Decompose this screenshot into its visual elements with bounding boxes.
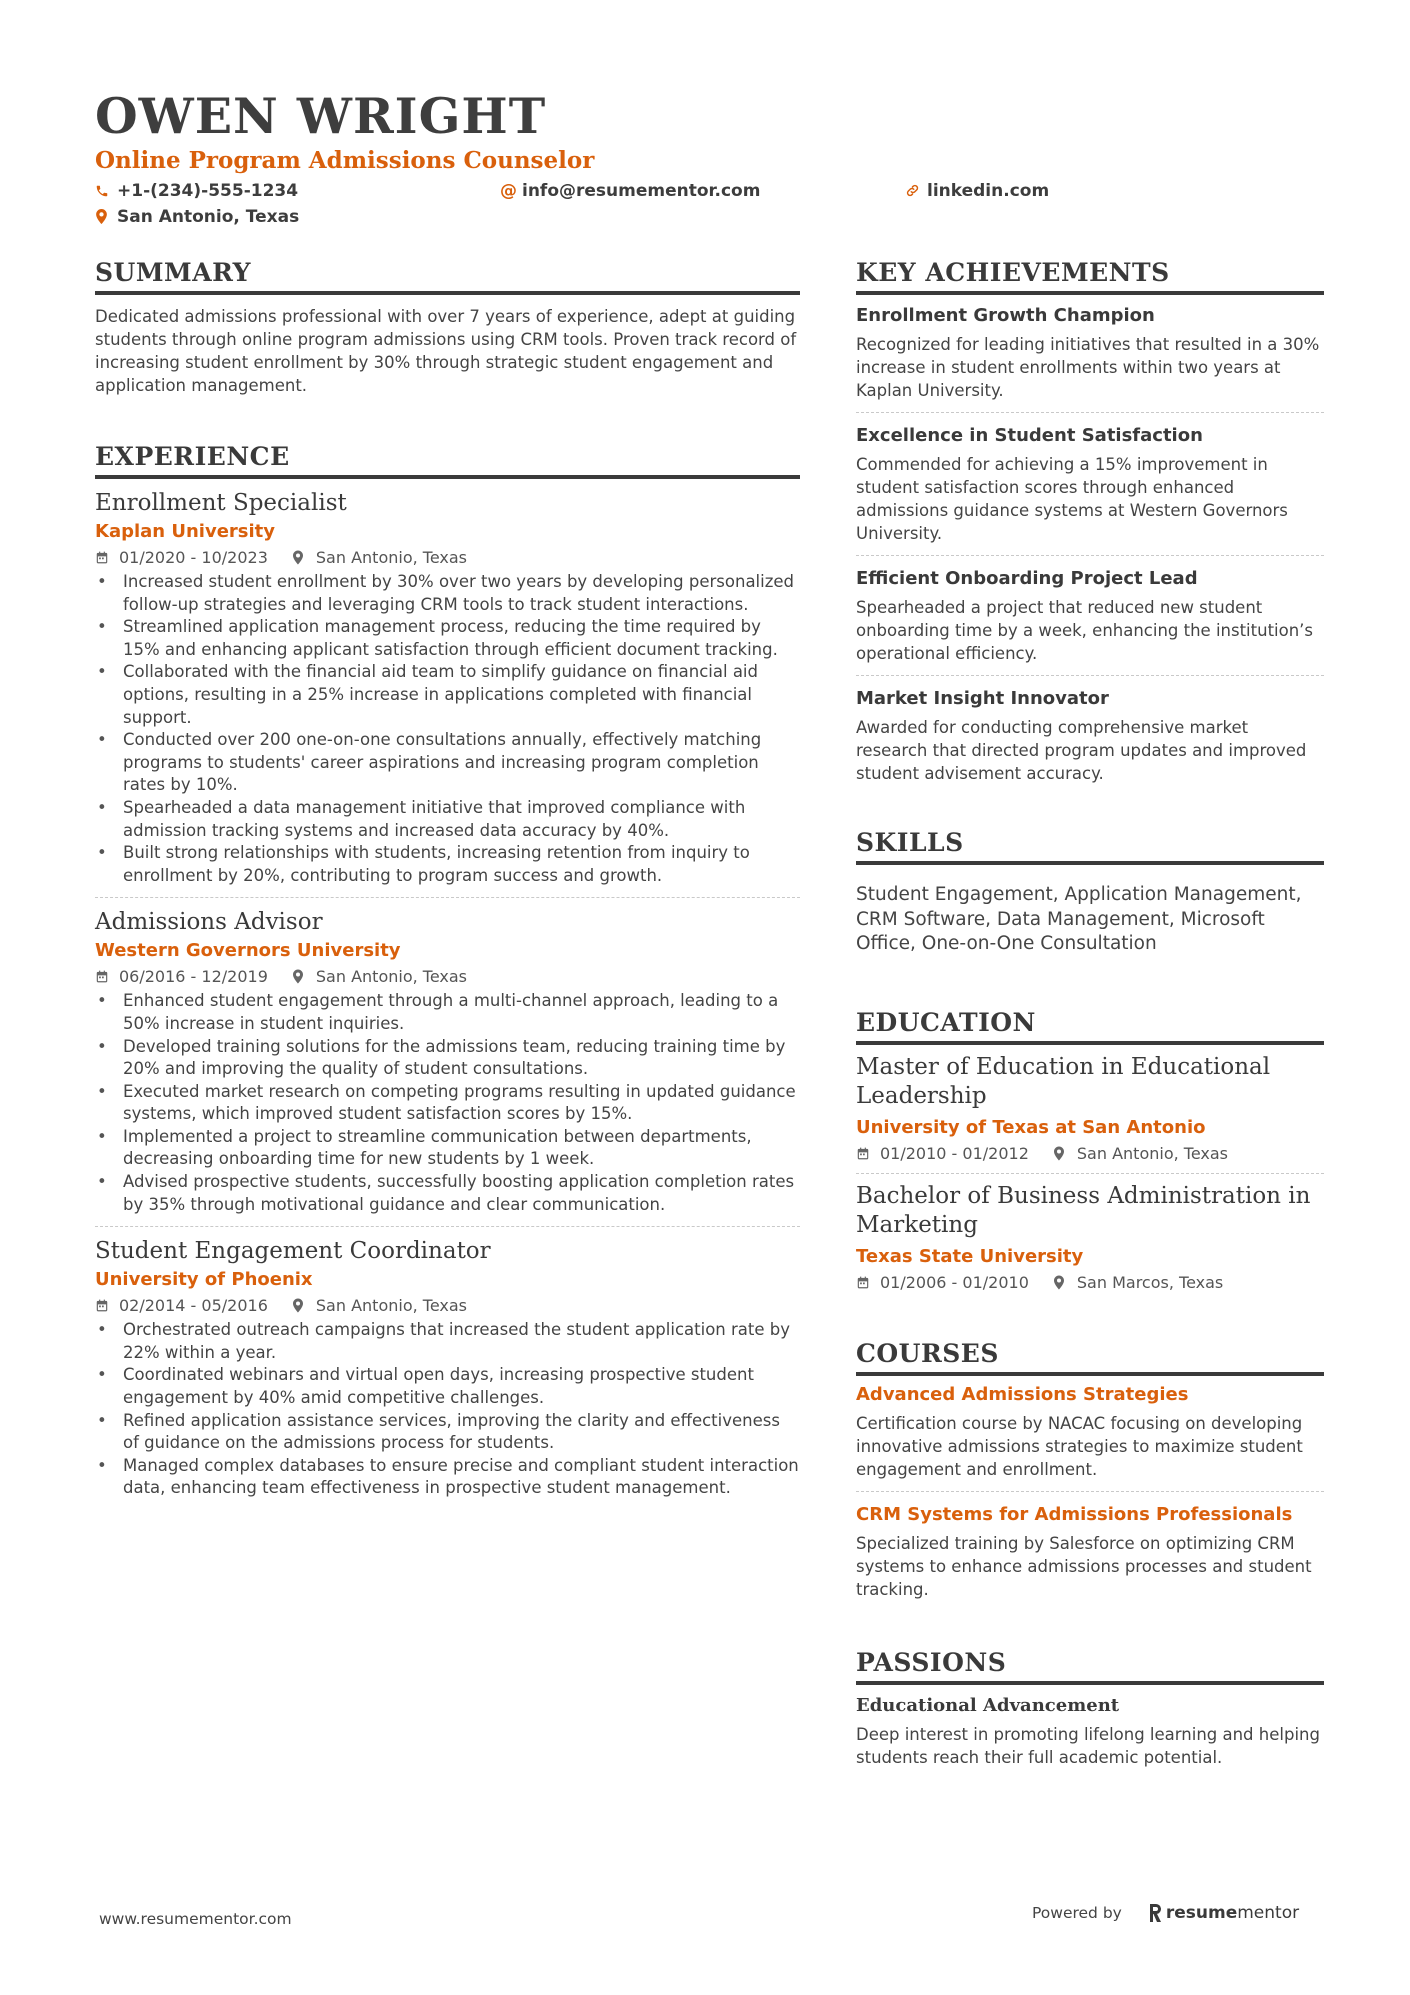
education-section xyxy=(856,1005,1324,1296)
location-pin-icon xyxy=(292,545,316,571)
summary-section xyxy=(95,255,800,397)
job-entry xyxy=(95,1235,800,1500)
job-meta xyxy=(95,545,800,571)
at-icon: @ xyxy=(500,181,517,201)
job-bullets xyxy=(95,990,800,1216)
job-bullets xyxy=(95,571,800,887)
education-item xyxy=(856,1182,1324,1296)
job-entry xyxy=(95,906,800,1216)
linkedin-text[interactable]: linkedin.com xyxy=(927,181,1050,201)
job-dates: 01/2020 - 10/2023 xyxy=(119,548,268,567)
bullet-item: • Collaborated with the financial aid team to simplify guidance on financial aid options, resulting in a 25% increase in applications completed with financial support. xyxy=(95,661,800,729)
resume-header xyxy=(95,86,1325,230)
school-name: Texas State University xyxy=(856,1245,1084,1267)
bullet-item: • Built strong relationships with students, increasing retention from inquiry to enrollment by 20%, contributing to program success and growth. xyxy=(95,842,800,887)
job-company: Kaplan University xyxy=(95,521,276,542)
degree-title: Bachelor of Business Administration in Marketing xyxy=(856,1182,1311,1238)
email-text[interactable]: info@resumementor.com xyxy=(522,181,761,201)
course-title: CRM Systems for Admissions Professionals xyxy=(856,1503,1293,1525)
bullet-item: • Refined application assistance services, improving the clarity and effectiveness of guidance on the admissions process for students. xyxy=(95,1410,800,1455)
summary-text: Dedicated admissions professional with over 7 years of experience, adept at guiding students through online program admissions using CRM tools. Proven track record of increasing student enrollment by 30% through strategic student engagement and application management. xyxy=(95,307,797,395)
skills-heading: SKILLS xyxy=(856,825,1324,865)
education-location: San Marcos, Texas xyxy=(1076,1272,1224,1292)
passions-section xyxy=(856,1645,1324,1769)
education-meta xyxy=(856,1141,1324,1167)
calendar-icon xyxy=(95,1293,119,1319)
achievements-heading: KEY ACHIEVEMENTS xyxy=(856,255,1324,295)
achievement-title: Enrollment Growth Champion xyxy=(856,305,1155,326)
bullet-item: • Executed market research on competing programs resulting in updated guidance systems, which improved student satisfaction scores by 15%. xyxy=(95,1081,800,1126)
candidate-name: OWEN WRIGHT xyxy=(95,87,547,145)
passions-heading: PASSIONS xyxy=(856,1645,1324,1685)
phone-text[interactable]: +1-(234)-555-1234 xyxy=(117,181,299,201)
job-dates: 06/2016 - 12/2019 xyxy=(119,967,268,987)
location-pin-icon xyxy=(1053,1141,1077,1167)
passion-text: Deep interest in promoting lifelong learning and helping students reach their full academic potential. xyxy=(856,1724,1320,1767)
education-item xyxy=(856,1053,1324,1167)
divider xyxy=(856,1173,1324,1174)
location-pin-icon xyxy=(292,1293,316,1319)
job-meta xyxy=(95,1293,800,1319)
divider xyxy=(856,1491,1324,1492)
bullet-item: • Coordinated webinars and virtual open days, increasing prospective student engagement by 40% amid competitive challenges. xyxy=(95,1364,800,1409)
divider xyxy=(856,675,1324,676)
skills-section xyxy=(856,825,1324,957)
course-item xyxy=(856,1382,1324,1481)
resumementor-logo-icon xyxy=(1148,1904,1162,1927)
achievement-title: Efficient Onboarding Project Lead xyxy=(856,568,1198,589)
passion-item xyxy=(856,1693,1324,1769)
contact-phone xyxy=(95,178,298,204)
course-text: Specialized training by Salesforce on optimizing CRM systems to enhance admissions processes and student tracking. xyxy=(856,1533,1312,1599)
education-dates: 01/2010 - 01/2012 xyxy=(880,1143,1029,1163)
divider xyxy=(95,1226,800,1227)
bullet-item: • Spearheaded a data management initiative that improved compliance with admission tracking systems and increased data accuracy by 40%. xyxy=(95,797,800,842)
footer-powered-by xyxy=(1032,1903,1299,1927)
bullet-item: • Orchestrated outreach campaigns that increased the student application rate by 22% within a year. xyxy=(95,1319,800,1364)
link-icon xyxy=(905,178,927,204)
job-title: Admissions Advisor xyxy=(95,909,323,936)
phone-icon xyxy=(95,178,117,204)
achievement-text: Awarded for conducting comprehensive market research that directed program updates and improved student advisement accuracy. xyxy=(856,718,1307,783)
bullet-item: • Increased student enrollment by 30% over two years by developing personalized follow-up strategies and leveraging CRM tools to track student interactions. xyxy=(95,571,800,616)
course-title: Advanced Admissions Strategies xyxy=(856,1383,1189,1405)
brand-suffix: mentor xyxy=(1237,1903,1300,1923)
achievement-title: Market Insight Innovator xyxy=(856,688,1109,709)
bullet-item: • Enhanced student engagement through a multi-channel approach, leading to a 50% increase in student inquiries. xyxy=(95,990,800,1035)
course-text: Certification course by NACAC focusing on developing innovative admissions strategies to maximize student engagement and enrollment. xyxy=(856,1413,1303,1479)
summary-heading: SUMMARY xyxy=(95,255,800,295)
education-meta xyxy=(856,1270,1324,1296)
job-location: San Antonio, Texas xyxy=(315,548,467,567)
course-item xyxy=(856,1502,1324,1601)
job-meta xyxy=(95,964,800,990)
location-pin-icon xyxy=(292,964,316,990)
achievement-text: Commended for achieving a 15% improvement in student satisfaction scores through enhanced admissions guidance systems at Western Governors University. xyxy=(856,455,1288,543)
powered-by-label: Powered by xyxy=(1032,1904,1122,1922)
education-location: San Antonio, Texas xyxy=(1076,1143,1228,1163)
achievements-section xyxy=(856,255,1324,785)
bullet-item: • Implemented a project to streamline communication between departments, decreasing onboarding time for new students by 1 week. xyxy=(95,1126,800,1171)
achievement-title: Excellence in Student Satisfaction xyxy=(856,425,1203,446)
contact-email xyxy=(500,178,760,204)
job-entry xyxy=(95,487,800,887)
candidate-role: Online Program Admissions Counselor xyxy=(95,147,595,174)
job-company: Western Governors University xyxy=(95,940,401,962)
achievement-item xyxy=(856,423,1324,545)
job-company: University of Phoenix xyxy=(95,1269,313,1291)
brand-logo[interactable] xyxy=(1148,1903,1299,1923)
contact-linkedin xyxy=(905,178,1049,204)
skills-text: Student Engagement, Application Management, CRM Software, Data Management, Microsoft Office, One-on-One Consultation xyxy=(856,884,1302,954)
bullet-item: • Conducted over 200 one-on-one consultations annually, effectively matching programs to students' career aspirations and increasing program completion rates by 10%. xyxy=(95,729,800,797)
bullet-item: • Streamlined application management process, reducing the time required by 15% and enhancing applicant satisfaction through efficient document tracking. xyxy=(95,616,800,661)
school-name: University of Texas at San Antonio xyxy=(856,1116,1206,1138)
divider xyxy=(95,897,800,898)
courses-heading: COURSES xyxy=(856,1336,1324,1376)
contact-info xyxy=(95,178,1325,230)
experience-section xyxy=(95,439,800,1500)
achievement-item xyxy=(856,686,1324,785)
calendar-icon xyxy=(95,545,119,571)
bullet-item: • Advised prospective students, successfully boosting application completion rates by 35% through motivational guidance and clear communication. xyxy=(95,1171,800,1216)
location-pin-icon xyxy=(95,204,117,230)
education-dates: 01/2006 - 01/2010 xyxy=(880,1272,1029,1292)
job-bullets xyxy=(95,1319,800,1500)
calendar-icon xyxy=(856,1270,880,1296)
calendar-icon xyxy=(856,1141,880,1167)
calendar-icon xyxy=(95,964,119,990)
bullet-item: • Managed complex databases to ensure precise and compliant student interaction data, enhancing team effectiveness in prospective student management. xyxy=(95,1455,800,1500)
achievement-item xyxy=(856,566,1324,665)
job-dates: 02/2014 - 05/2016 xyxy=(119,1296,268,1316)
experience-heading: EXPERIENCE xyxy=(95,439,800,479)
divider xyxy=(856,412,1324,413)
passion-title: Educational Advancement xyxy=(856,1694,1120,1716)
job-location: San Antonio, Texas xyxy=(315,1296,467,1316)
right-column xyxy=(856,255,1324,1769)
location-text: San Antonio, Texas xyxy=(117,207,300,227)
bullet-item: • Developed training solutions for the admissions team, reducing training time by 20% and improving the quality of student consultations. xyxy=(95,1036,800,1081)
job-location: San Antonio, Texas xyxy=(315,967,467,987)
divider xyxy=(856,555,1324,556)
achievement-text: Spearheaded a project that reduced new student onboarding time by a week, enhancing the institution’s operational efficiency. xyxy=(856,598,1314,663)
contact-location xyxy=(95,204,299,230)
education-heading: EDUCATION xyxy=(856,1005,1324,1045)
achievement-text: Recognized for leading initiatives that resulted in a 30% increase in student enrollments within two years at Kaplan University. xyxy=(856,335,1320,400)
courses-section xyxy=(856,1336,1324,1601)
footer-website[interactable]: www.resumementor.com xyxy=(99,1910,292,1928)
job-title: Enrollment Specialist xyxy=(95,490,347,516)
achievement-item xyxy=(856,303,1324,402)
degree-title: Master of Education in Educational Leadership xyxy=(856,1053,1271,1109)
brand-prefix: resume xyxy=(1165,1903,1238,1923)
location-pin-icon xyxy=(1053,1270,1077,1296)
left-column xyxy=(95,255,800,1500)
job-title: Student Engagement Coordinator xyxy=(95,1238,491,1265)
